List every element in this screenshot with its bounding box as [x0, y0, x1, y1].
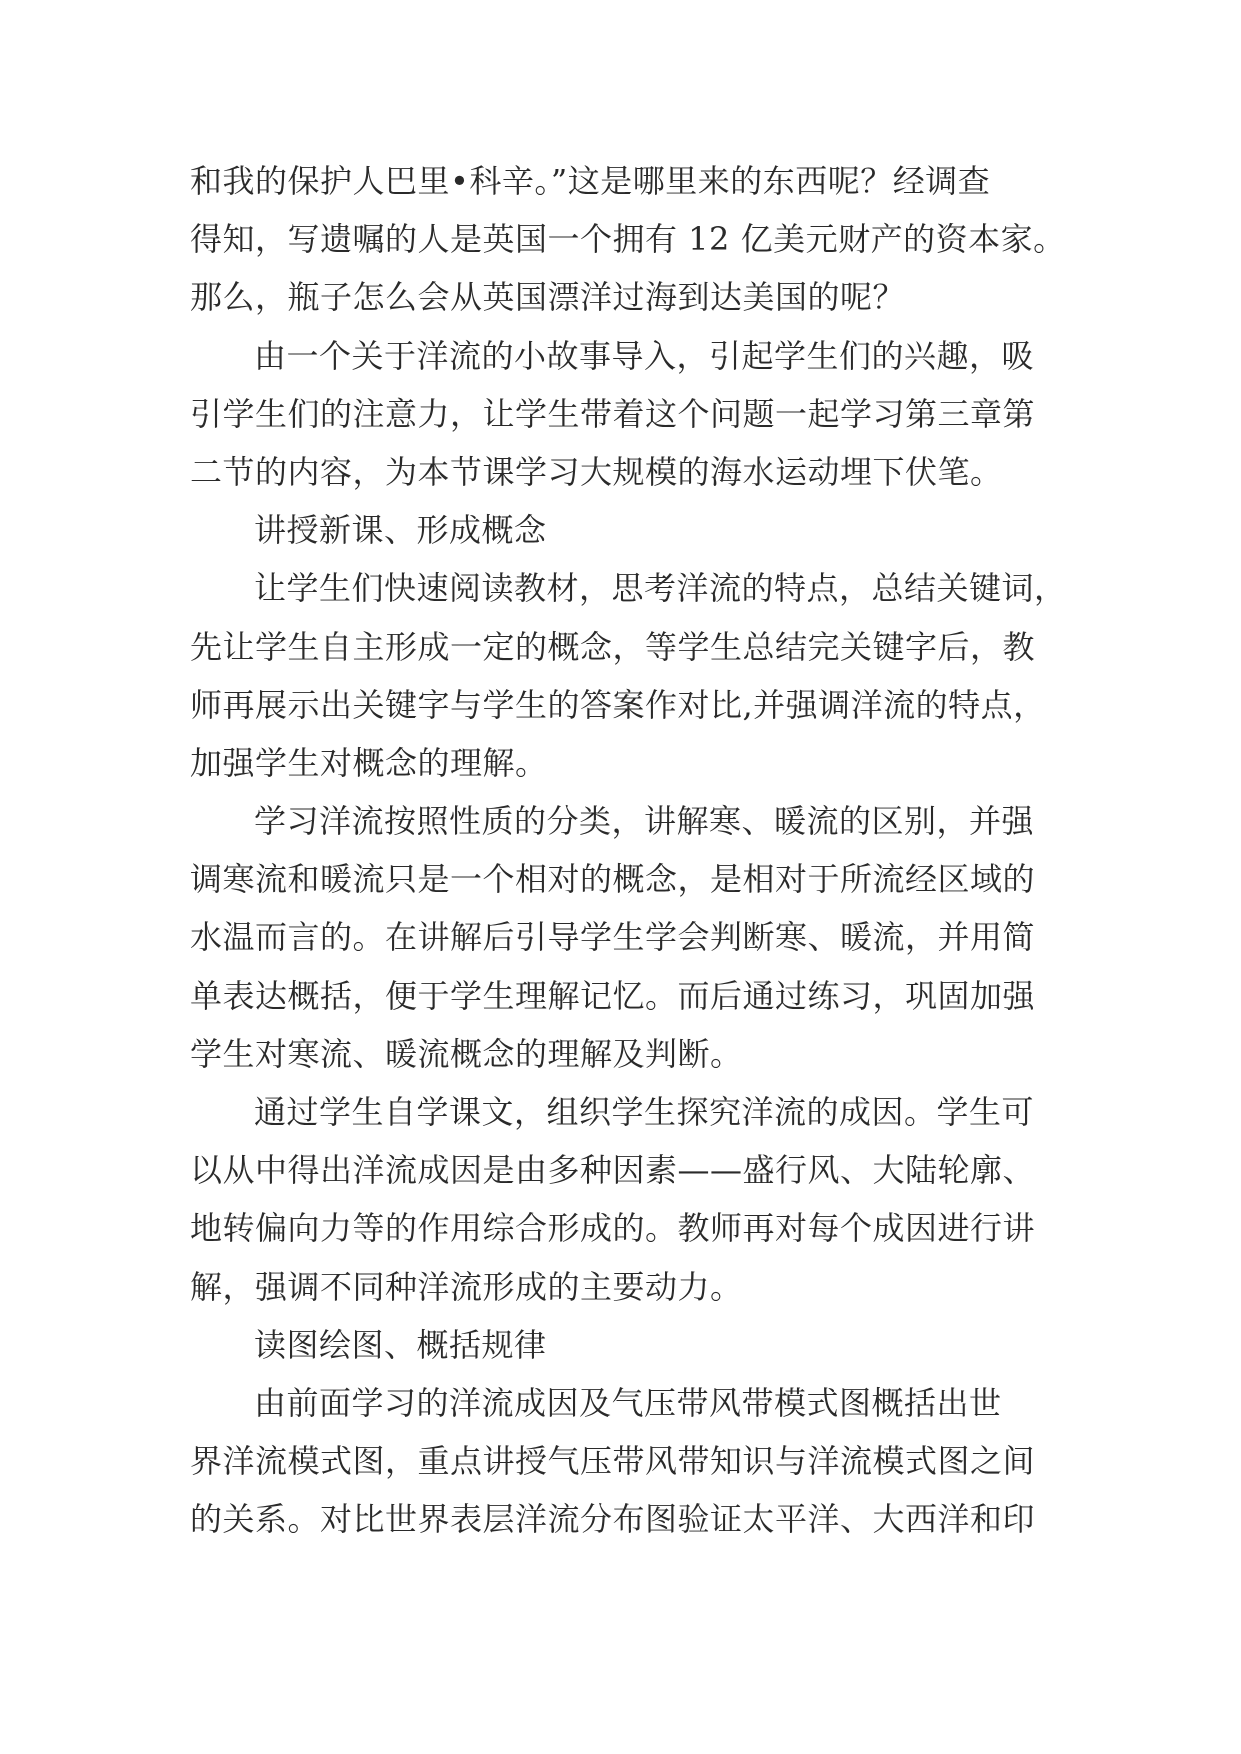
text-line: 的关系。对比世界表层洋流分布图验证太平洋、大西洋和印 [190, 1500, 1036, 1539]
text-line: 师再展示出关键字与学生的答案作对比,并强调洋流的特点， [190, 685, 1046, 724]
text-line: 由前面学习的洋流成因及气压带风带模式图概括出世 [254, 1383, 1002, 1422]
text-line: 通过学生自学课文，组织学生探究洋流的成因。学生可 [254, 1093, 1035, 1131]
text-line: 界洋流模式图，重点讲授气压带风带知识与洋流模式图之间 [190, 1442, 1036, 1481]
text-line: 加强学生对概念的理解。 [190, 743, 548, 782]
body-text [190, 152, 1090, 1549]
text-line: 得知，写遗嘱的人是英国一个拥有 12 亿美元财产的资本家。 [190, 220, 1066, 259]
text-line: 和我的保护人巴里•科辛。”这是哪里来的东西呢？经调查 [190, 162, 991, 200]
text-line: 解，强调不同种洋流形成的主要动力。 [190, 1267, 743, 1306]
text-line: 学生对寒流、暖流概念的理解及判断。 [190, 1034, 743, 1073]
text-line: 由一个关于洋流的小故事导入，引起学生们的兴趣，吸 [254, 336, 1035, 375]
text-line: 先让学生自主形成一定的概念，等学生总结完关键字后，教 [190, 627, 1036, 666]
text-line: 二节的内容，为本节课学习大规模的海水运动埋下伏笔。 [190, 452, 1003, 491]
text-line: 让学生们快速阅读教材，思考洋流的特点，总结关键词， [254, 569, 1067, 608]
section-heading: 讲授新课、形成概念 [254, 511, 547, 550]
text-line: 地转偏向力等的作用综合形成的。教师再对每个成因进行讲 [190, 1209, 1036, 1248]
text-line: 调寒流和暖流只是一个相对的概念，是相对于所流经区域的 [190, 860, 1036, 899]
text-line: 引学生们的注意力，让学生带着这个问题一起学习第三章第 [190, 394, 1036, 433]
text-line: 那么，瓶子怎么会从英国漂洋过海到达美国的呢？ [190, 278, 906, 317]
text-line: 单表达概括，便于学生理解记忆。而后通过练习，巩固加强 [190, 976, 1036, 1015]
section-heading: 读图绘图、概括规律 [254, 1325, 547, 1364]
text-line: 以从中得出洋流成因是由多种因素——盛行风、大陆轮廓、 [190, 1151, 1036, 1190]
text-line: 水温而言的。在讲解后引导学生学会判断寒、暖流，并用简 [190, 918, 1036, 957]
text-line: 学习洋流按照性质的分类，讲解寒、暖流的区别，并强 [254, 802, 1035, 841]
